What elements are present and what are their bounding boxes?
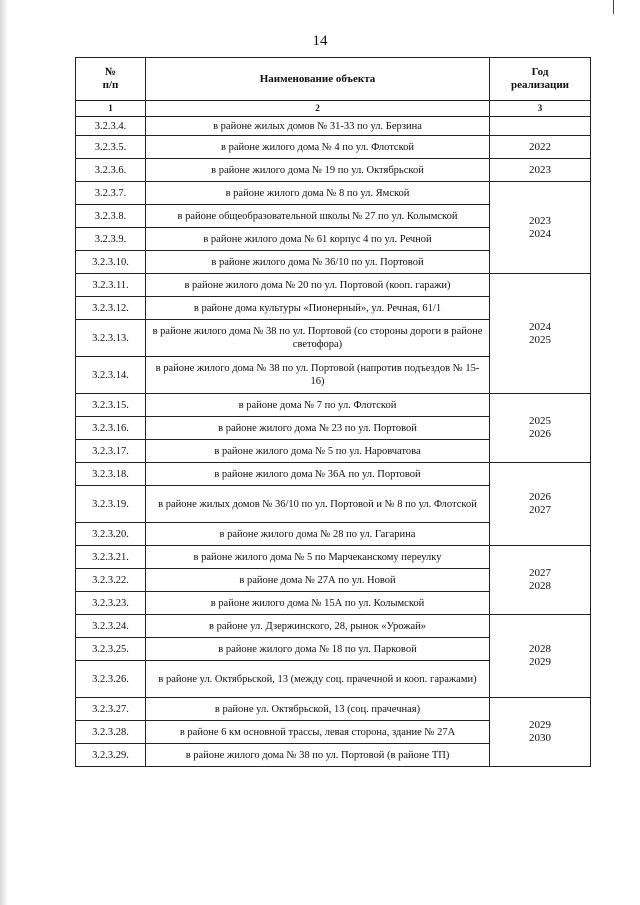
- row-number: 3.2.3.4.: [76, 117, 146, 136]
- row-number: 3.2.3.11.: [76, 274, 146, 297]
- index-col-3: 3: [490, 101, 591, 117]
- row-number: 3.2.3.23.: [76, 592, 146, 615]
- table-row: [76, 698, 591, 721]
- object-name: в районе жилого дома № 38 по ул. Портовой (напротив подъездов № 15-16): [146, 357, 490, 394]
- row-number: 3.2.3.28.: [76, 721, 146, 744]
- object-name: в районе жилого дома № 8 по ул. Ямской: [146, 182, 490, 205]
- object-name: в районе жилого дома № 36А по ул. Портовой: [146, 463, 490, 486]
- row-number: 3.2.3.7.: [76, 182, 146, 205]
- row-number: 3.2.3.13.: [76, 320, 146, 357]
- implementation-year: 2028 2029: [490, 615, 591, 698]
- implementation-year: 2023 2024: [490, 182, 591, 274]
- object-name: в районе жилых домов № 31-33 по ул. Берзина: [146, 117, 490, 136]
- row-number: 3.2.3.19.: [76, 486, 146, 523]
- table-row: [76, 546, 591, 569]
- row-number: 3.2.3.14.: [76, 357, 146, 394]
- header-num: № п/п: [76, 58, 146, 101]
- row-number: 3.2.3.8.: [76, 205, 146, 228]
- implementation-year: 2027 2028: [490, 546, 591, 615]
- implementation-year: 2024 2025: [490, 274, 591, 394]
- table-index-row: [76, 101, 591, 117]
- object-name: в районе жилого дома № 5 по ул. Наровчатова: [146, 440, 490, 463]
- table-header-row: [76, 58, 591, 101]
- row-number: 3.2.3.16.: [76, 417, 146, 440]
- row-number: 3.2.3.24.: [76, 615, 146, 638]
- row-number: 3.2.3.10.: [76, 251, 146, 274]
- objects-table: [75, 57, 591, 767]
- implementation-year: 2025 2026: [490, 394, 591, 463]
- object-name: в районе жилого дома № 20 по ул. Портовой (кооп. гаражи): [146, 274, 490, 297]
- object-name: в районе жилого дома № 38 по ул. Портовой (в районе ТП): [146, 744, 490, 767]
- page-number: 14: [312, 33, 328, 49]
- header-year: Год реализации: [490, 58, 591, 101]
- object-name: в районе жилого дома № 61 корпус 4 по ул. Речной: [146, 228, 490, 251]
- object-name: в районе жилого дома № 19 по ул. Октябрьской: [146, 159, 490, 182]
- implementation-year: [490, 117, 591, 136]
- table-row: [76, 615, 591, 638]
- row-number: 3.2.3.15.: [76, 394, 146, 417]
- object-name: в районе жилого дома № 23 по ул. Портовой: [146, 417, 490, 440]
- object-name: в районе жилых домов № 36/10 по ул. Портовой и № 8 по ул. Флотской: [146, 486, 490, 523]
- table-row: [76, 159, 591, 182]
- header-name: Наименование объекта: [146, 58, 490, 101]
- row-number: 3.2.3.25.: [76, 638, 146, 661]
- table-row: [76, 117, 591, 136]
- object-name: в районе жилого дома № 28 по ул. Гагарина: [146, 523, 490, 546]
- row-number: 3.2.3.22.: [76, 569, 146, 592]
- object-name: в районе жилого дома № 15А по ул. Колымской: [146, 592, 490, 615]
- table-row: [76, 394, 591, 417]
- row-number: 3.2.3.27.: [76, 698, 146, 721]
- row-number: 3.2.3.17.: [76, 440, 146, 463]
- object-name: в районе жилого дома № 36/10 по ул. Портовой: [146, 251, 490, 274]
- row-number: 3.2.3.6.: [76, 159, 146, 182]
- table-row: [76, 182, 591, 205]
- object-name: в районе 6 км основной трассы, левая сторона, здание № 27А: [146, 721, 490, 744]
- object-name: в районе жилого дома № 5 по Марчеканскому переулку: [146, 546, 490, 569]
- implementation-year: 2022: [490, 136, 591, 159]
- index-col-1: 1: [76, 101, 146, 117]
- row-number: 3.2.3.18.: [76, 463, 146, 486]
- scan-tick-mark: [613, 0, 614, 14]
- object-name: в районе дома № 27А по ул. Новой: [146, 569, 490, 592]
- table-row: [76, 463, 591, 486]
- object-name: в районе жилого дома № 18 по ул. Парковой: [146, 638, 490, 661]
- row-number: 3.2.3.29.: [76, 744, 146, 767]
- row-number: 3.2.3.12.: [76, 297, 146, 320]
- implementation-year: 2026 2027: [490, 463, 591, 546]
- object-name: в районе жилого дома № 38 по ул. Портовой (со стороны дороги в районе светофора): [146, 320, 490, 357]
- implementation-year: 2023: [490, 159, 591, 182]
- index-col-2: 2: [146, 101, 490, 117]
- scan-edge-shadow: [0, 0, 8, 905]
- object-name: в районе дома № 7 по ул. Флотской: [146, 394, 490, 417]
- row-number: 3.2.3.26.: [76, 661, 146, 698]
- object-name: в районе дома культуры «Пионерный», ул. Речная, 61/1: [146, 297, 490, 320]
- row-number: 3.2.3.9.: [76, 228, 146, 251]
- row-number: 3.2.3.20.: [76, 523, 146, 546]
- table-row: [76, 274, 591, 297]
- row-number: 3.2.3.5.: [76, 136, 146, 159]
- table-row: [76, 136, 591, 159]
- object-name: в районе ул. Октябрьской, 13 (между соц. прачечной и кооп. гаражами): [146, 661, 490, 698]
- row-number: 3.2.3.21.: [76, 546, 146, 569]
- object-name: в районе жилого дома № 4 по ул. Флотской: [146, 136, 490, 159]
- object-name: в районе общеобразовательной школы № 27 по ул. Колымской: [146, 205, 490, 228]
- implementation-year: 2029 2030: [490, 698, 591, 767]
- object-name: в районе ул. Дзержинского, 28, рынок «Урожай»: [146, 615, 490, 638]
- object-name: в районе ул. Октябрьской, 13 (соц. прачечная): [146, 698, 490, 721]
